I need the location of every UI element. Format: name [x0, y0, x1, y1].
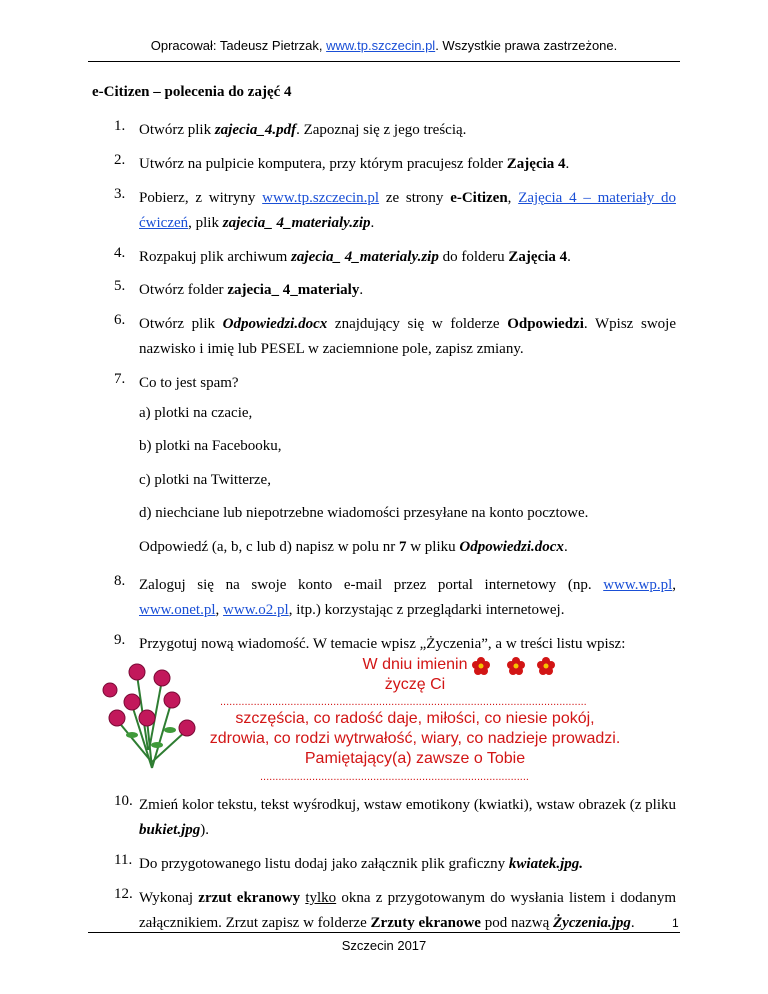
- document-title: e-Citizen – polecenia do zajęć 4: [92, 84, 292, 100]
- greeting-line-2: życzę Ci: [384, 676, 446, 693]
- page-number: 1: [672, 916, 679, 930]
- greeting-line-5: Pamiętający(a) zawsze o Tobie: [304, 750, 526, 767]
- list-item-12: 12. Wykonaj zrzut ekranowy tylko okna z przygotowanym do wysłania listem i dodanym załącznikiem. Zrzut zapisz w folderze Zrzuty ekranowe pod nazwą Życzenia.jpg.: [114, 886, 676, 931]
- answer-option-c: c) plotki na Twitterze,: [139, 472, 271, 488]
- answer-option-a: a) plotki na czacie,: [139, 405, 253, 421]
- link-zajecia-4-materialy[interactable]: Zajęcia 4 – materiały do ćwiczeń: [139, 190, 676, 231]
- greeting-line-1: W dniu imienin: [362, 656, 468, 673]
- header-link[interactable]: www.tp.szczecin.pl: [326, 38, 436, 53]
- dotted-divider-top: ........................................................................................................................: [220, 696, 587, 708]
- link-o2[interactable]: www.o2.pl: [223, 602, 289, 618]
- answer-option-b: b) plotki na Facebooku,: [139, 438, 282, 454]
- flower-emoticons: [470, 655, 560, 677]
- answer-instruction: Odpowiedź (a, b, c lub d) napisz w polu nr 7 w pliku Odpowiedzi.docx.: [139, 539, 568, 555]
- header-suffix: . Wszystkie prawa zastrzeżone.: [435, 38, 618, 53]
- greeting-line-4: zdrowia, co rodzi wytrwałość, wiary, co nadzieje prowadzi.: [209, 730, 621, 747]
- answer-option-d: d) niechciane lub niepotrzebne wiadomości przesyłane na konto pocztowe.: [139, 505, 589, 521]
- link-onet[interactable]: www.onet.pl: [139, 602, 216, 618]
- header-prefix: Opracował: Tadeusz Pietrzak,: [150, 38, 327, 53]
- page-header: [0, 38, 768, 53]
- link-wp[interactable]: www.wp.pl: [603, 577, 673, 593]
- greeting-line-3: szczęścia, co radość daje, miłości, co niesie pokój,: [235, 710, 595, 727]
- dotted-divider-bottom: ........................................................................................: [260, 771, 529, 783]
- footer-divider: [88, 932, 680, 933]
- link-tp-szczecin[interactable]: www.tp.szczecin.pl: [262, 190, 380, 206]
- page-footer: Szczecin 2017: [341, 938, 427, 953]
- header-divider: [88, 61, 680, 62]
